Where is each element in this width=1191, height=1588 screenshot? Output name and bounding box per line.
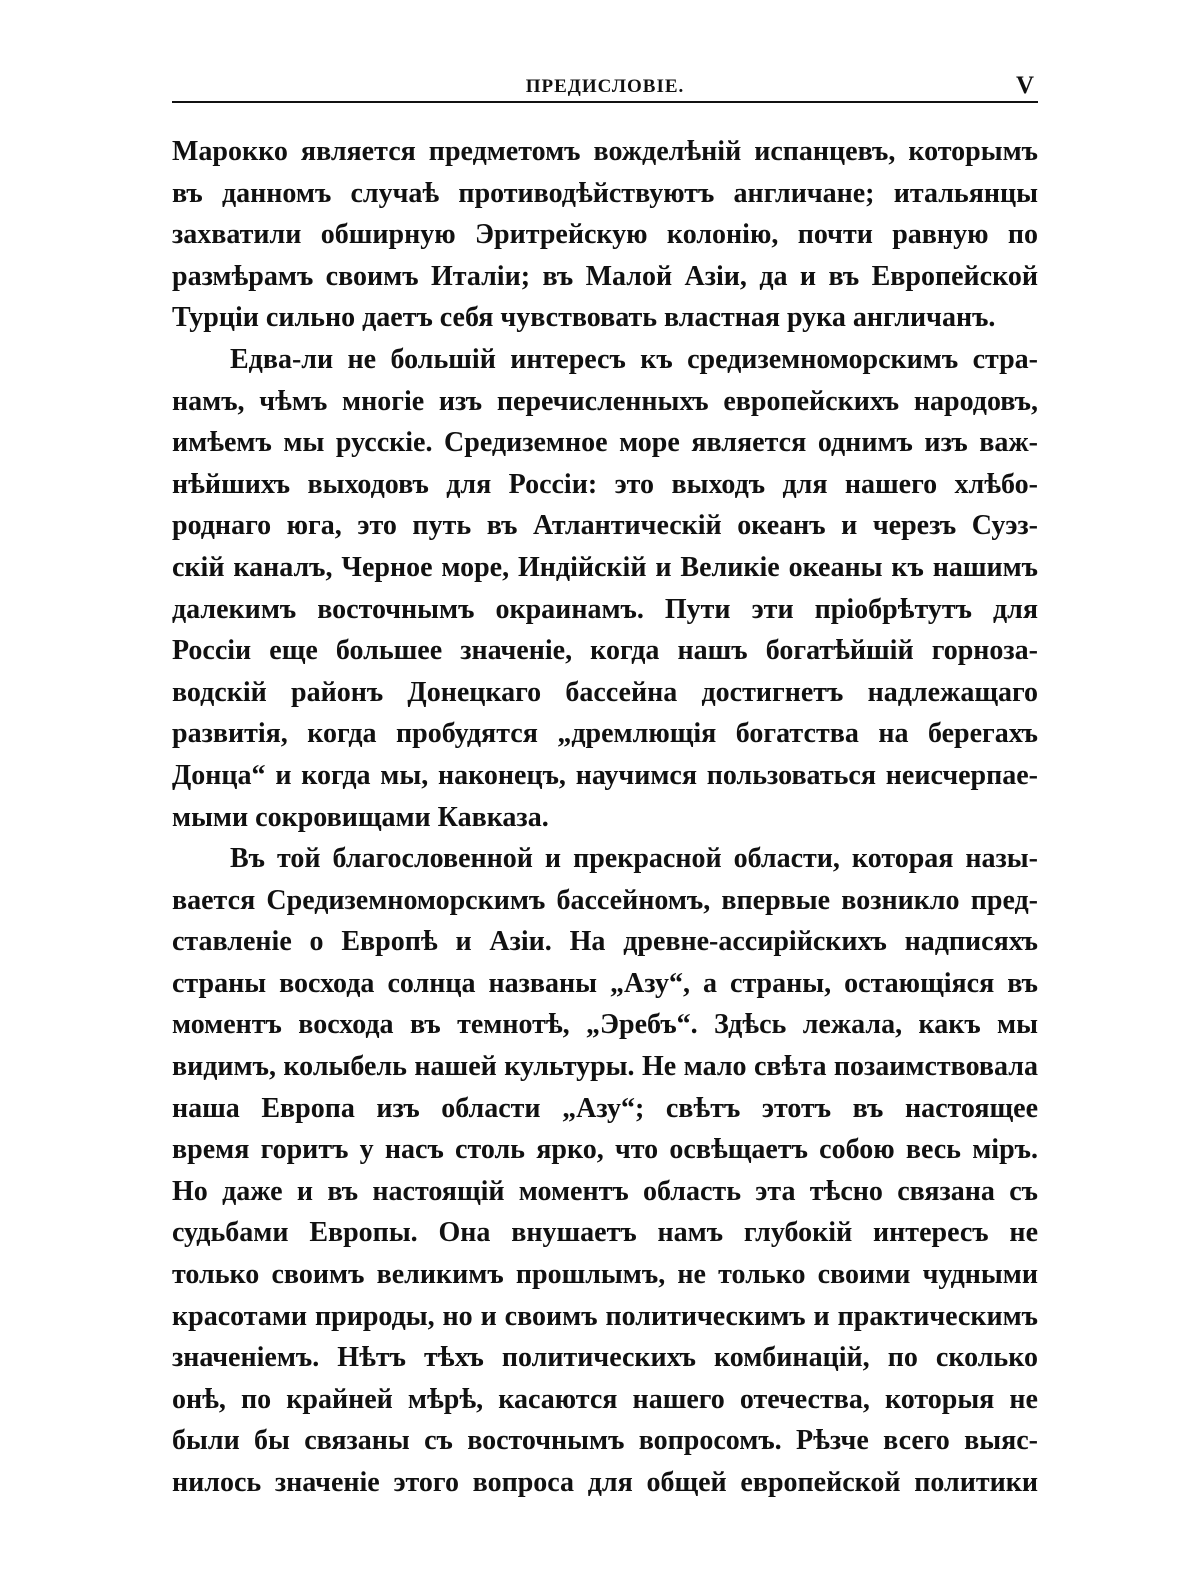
text-line: скій каналъ, Черное море, Индійскій и Великіе океаны къ нашимъ: [172, 551, 1038, 583]
text-line: развитія, когда пробудятся „дремлющія богатства на берегахъ: [172, 718, 1038, 750]
text-line: Въ той благословенной и прекрасной области, которая назы-: [230, 843, 1038, 875]
running-head: [172, 72, 1038, 102]
text-line: были бы связаны съ восточнымъ вопросомъ. Рѣзче всего выяс-: [172, 1425, 1038, 1457]
text-line: время горитъ у насъ столь ярко, что освѣщаетъ собою весь міръ.: [172, 1134, 1038, 1166]
text-line: въ данномъ случаѣ противодѣйствуютъ англичане; итальянцы: [172, 177, 1038, 209]
text-line: Едва-ли не большій интересъ къ средиземноморскимъ стра-: [230, 343, 1038, 375]
text-line: значеніемъ. Нѣтъ тѣхъ политическихъ комбинацій, по сколько: [172, 1342, 1038, 1374]
text-line: Турціи сильно даетъ себя чувствовать властная рука англичанъ.: [172, 302, 996, 334]
text-line: размѣрамъ своимъ Италіи; въ Малой Азіи, да и въ Европейской: [172, 260, 1038, 292]
text-line: нѣйшихъ выходовъ для Россіи: это выходъ для нашего хлѣбо-: [172, 468, 1038, 500]
text-line: вается Средиземноморскимъ бассейномъ, впервые возникло пред-: [172, 884, 1038, 916]
text-line: наша Европа изъ области „Азу“; свѣтъ этотъ въ настоящее: [172, 1092, 1038, 1124]
running-title: ПРЕДИСЛОВІЕ.: [525, 76, 685, 97]
text-line: имѣемъ мы русскіе. Средиземное море является однимъ изъ важ-: [172, 427, 1038, 459]
text-line: только своимъ великимъ прошлымъ, не только своими чудными: [172, 1259, 1038, 1291]
text-line: захватили обширную Эритрейскую колонію, почти равную по: [172, 219, 1038, 251]
text-line: роднаго юга, это путь въ Атлантическій океанъ и черезъ Суэз-: [172, 510, 1038, 542]
text-line: нилось значеніе этого вопроса для общей европейской политики: [172, 1467, 1038, 1498]
text-line: далекимъ восточнымъ окраинамъ. Пути эти пріобрѣтутъ для: [172, 593, 1038, 625]
text-line: Россіи еще большее значеніе, когда нашъ богатѣйшій горноза-: [172, 635, 1038, 667]
text-line: моментъ восхода въ темнотѣ, „Эребъ“. Здѣсь лежала, какъ мы: [172, 1009, 1038, 1041]
text-line: онѣ, по крайней мѣрѣ, касаются нашего отечества, которыя не: [172, 1383, 1038, 1415]
text-line: судьбами Европы. Она внушаетъ намъ глубокій интересъ не: [172, 1217, 1038, 1249]
text-line: ставленіе о Европѣ и Азіи. На древне-ассирійскихъ надписяхъ: [172, 926, 1038, 958]
text-line: водскій районъ Донецкаго бассейна достигнетъ надлежащаго: [172, 676, 1038, 708]
text-line: мыми сокровищами Кавказа.: [172, 801, 549, 833]
text-line: Донца“ и когда мы, наконецъ, научимся пользоваться неисчерпае-: [172, 759, 1038, 791]
text-line: страны восхода солнца названы „Азу“, а страны, остающіяся въ: [172, 967, 1038, 999]
text-line: Но даже и въ настоящій моментъ область эта тѣсно связана съ: [172, 1175, 1038, 1207]
text-line: видимъ, колыбель нашей культуры. Не мало свѣта позаимствовала: [172, 1051, 1038, 1083]
page-number: V: [1015, 72, 1034, 99]
body-text: [172, 131, 1038, 1504]
text-line: Марокко является предметомъ вожделѣній испанцевъ, которымъ: [172, 136, 1038, 167]
header-rule: [172, 101, 1038, 103]
text-line: красотами природы, но и своимъ политическимъ и практическимъ: [172, 1300, 1038, 1332]
text-line: намъ, чѣмъ многіе изъ перечисленныхъ европейскихъ народовъ,: [172, 385, 1038, 417]
